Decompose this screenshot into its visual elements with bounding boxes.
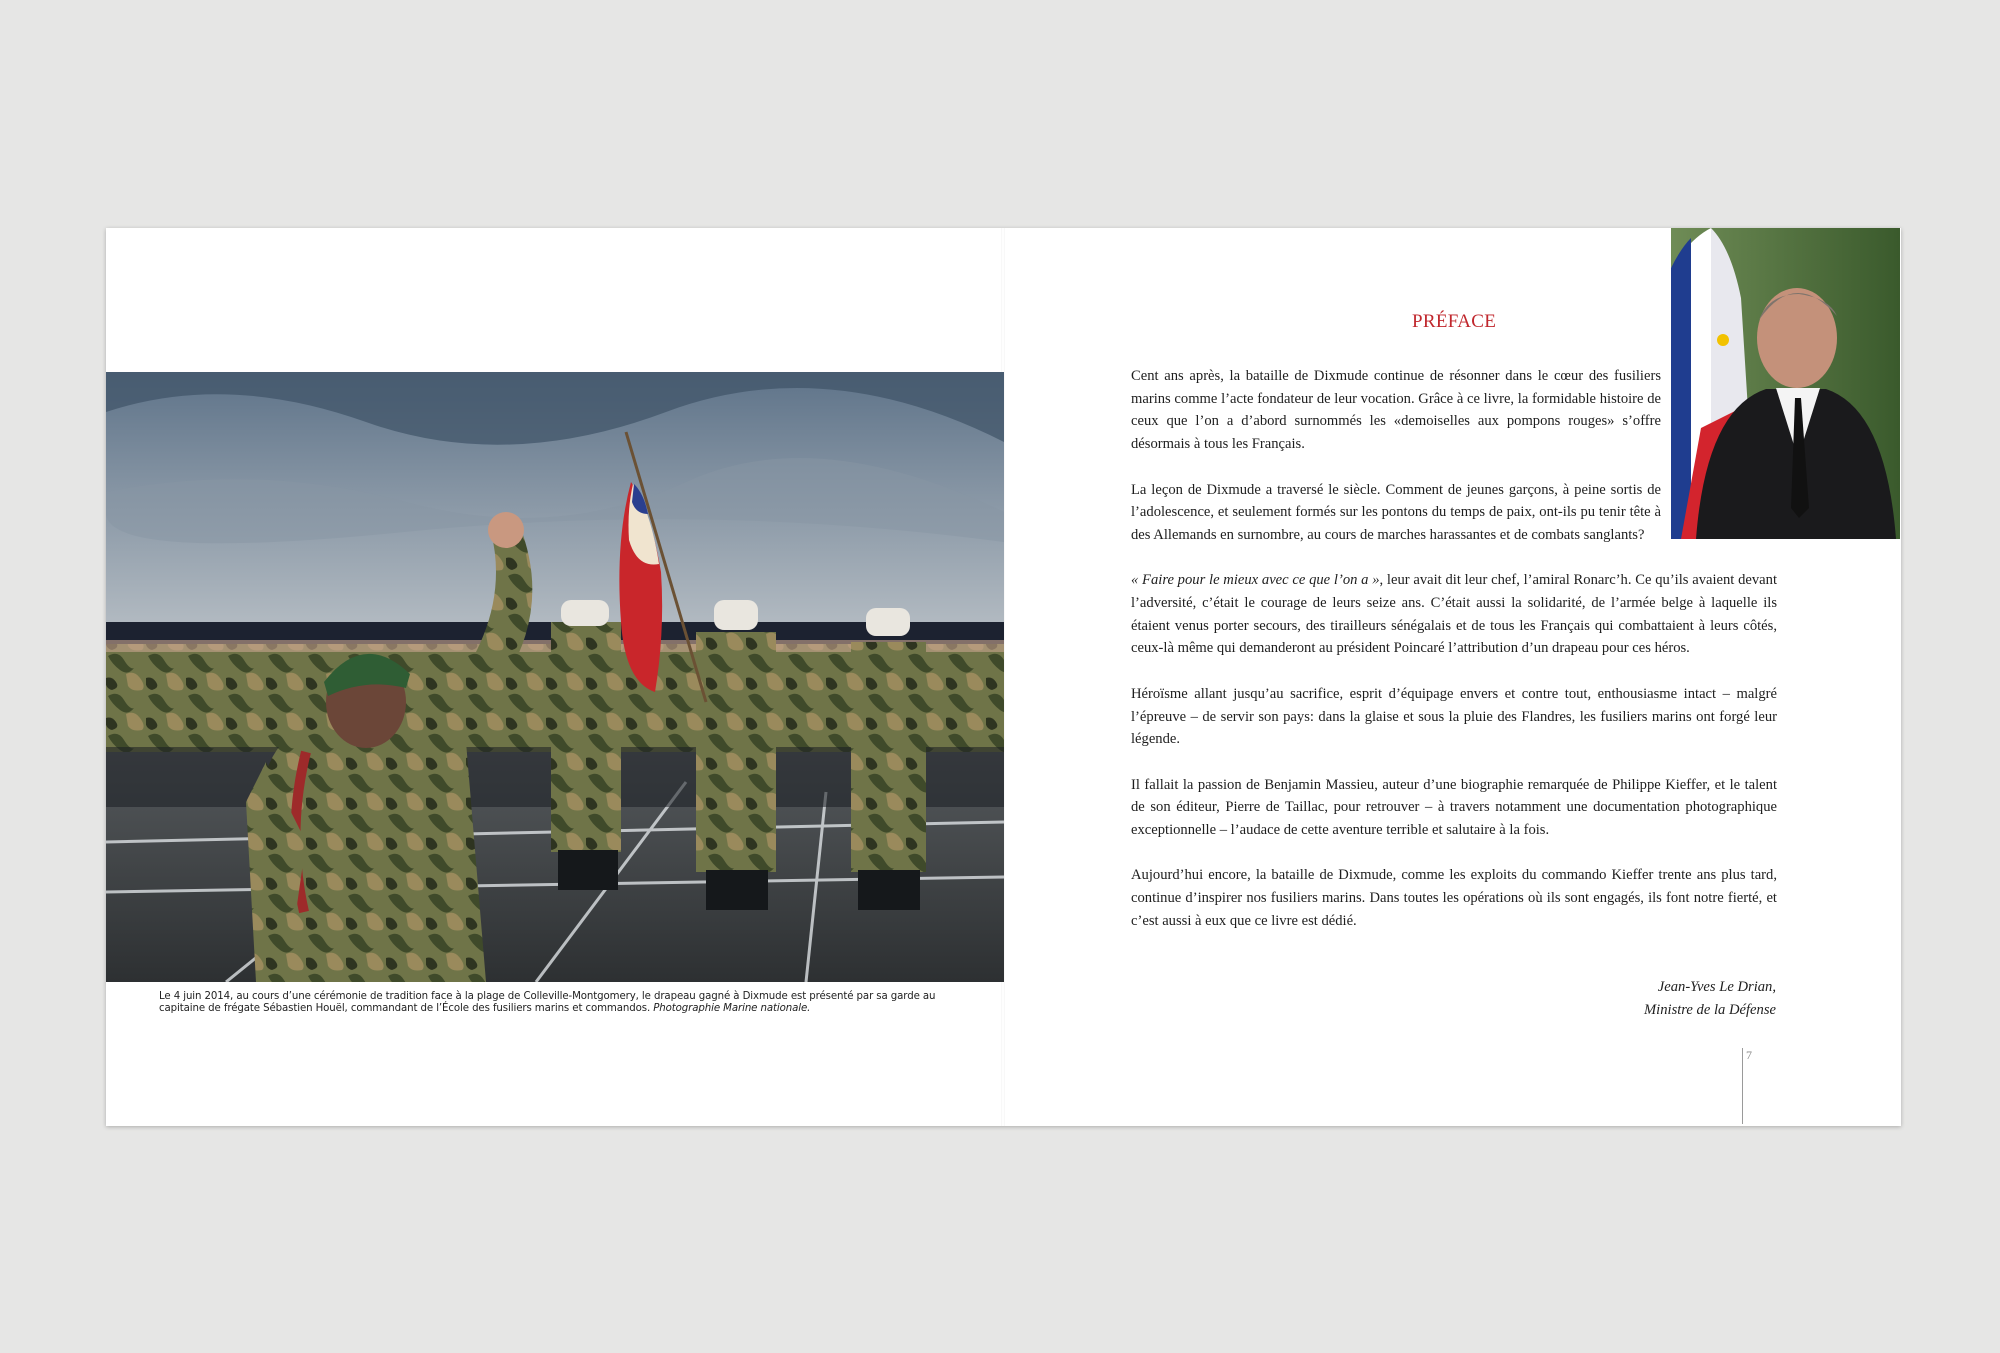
quote-rest: , leur avait dit leur chef, l’amiral Ronarc’h. Ce qu’ils avaient devant l’adversité, c’était le courage de leurs seize ans. C’était aussi la solidarité, de l’armée belge à laquelle ils étaient venus porter secours, des tirailleurs sénégalais et de tous les Français qui combattaient à leurs côtés, ceux-là même qui demanderont au président Poincaré l’attribution d’un drapeau pour ces héros. <box>1131 572 1778 657</box>
photo-caption <box>159 991 949 1015</box>
signature <box>1456 976 1776 1021</box>
preface-body <box>1131 365 1777 955</box>
quote-italic: « Faire pour le mieux avec ce que l’on a » <box>1131 572 1380 589</box>
caption-credit: Photographie Marine nationale. <box>653 1003 811 1014</box>
caption-text: Le 4 juin 2014, au cours d’une cérémonie de tradition face à la plage de Colleville-Montgomery, le drapeau gagné à Dixmude est présenté par sa garde au capitaine de frégate Sébastien Houël, commandant de l’École des fusiliers marins et commandos. <box>159 991 936 1014</box>
page-title: PRÉFACE <box>1412 311 1497 332</box>
preface-paragraph-4: Il fallait la passion de Benjamin Massieu, auteur d’une biographie remarquée de Philippe Kieffer, et le talent de son éditeur, Pierre de Taillac, pour retrouver – à travers notamment une documentation photographique exceptionnelle – l’audace de cette aventure terrible et salutaire à la fois. <box>1131 776 1777 838</box>
preface-paragraph-5: Aujourd’hui encore, la bataille de Dixmude, comme les exploits du commando Kieffer trente ans plus tard, continue d’inspirer nos fusiliers marins. Dans toutes les opérations où ils sont engagés, ils font notre fierté, et c’est aussi à eux que ce livre est dédié. <box>1131 867 1777 929</box>
page-number: 7 <box>1746 1048 1752 1062</box>
preface-paragraph-quote <box>1131 569 1777 660</box>
preface-paragraph-1: Cent ans après, la bataille de Dixmude continue de résonner dans le cœur des fusiliers marins comme l’acte fondateur de leur vocation. Grâce à ce livre, la formidable histoire de ceux que l’on a d’abord surnommés les «demoiselles aux pompons rouges» s’offre désormais à tous les Français. <box>1131 368 1661 453</box>
preface-paragraph-3: Héroïsme allant jusqu’au sacrifice, esprit d’équipage envers et contre tout, enthousiasme intact – malgré l’épreuve – de servir son pays: dans la glaise et sous la pluie des Flandres, les fusiliers marins ont forgé leur légende. <box>1131 685 1777 748</box>
signature-role: Ministre de la Défense <box>1644 1001 1776 1018</box>
ceremony-photo <box>106 372 1004 982</box>
preface-paragraph-2: La leçon de Dixmude a traversé le siècle. Comment de jeunes garçons, à peine sortis de l’adolescence, et seulement formés sur les pontons du temps de paix, ont-ils pu tenir tête à des Allemands en surnombre, au cours de marches harassantes et de combats sanglants? <box>1131 481 1661 543</box>
signature-name: Jean-Yves Le Drian, <box>1657 979 1776 995</box>
page-number-rule <box>1742 1048 1743 1124</box>
